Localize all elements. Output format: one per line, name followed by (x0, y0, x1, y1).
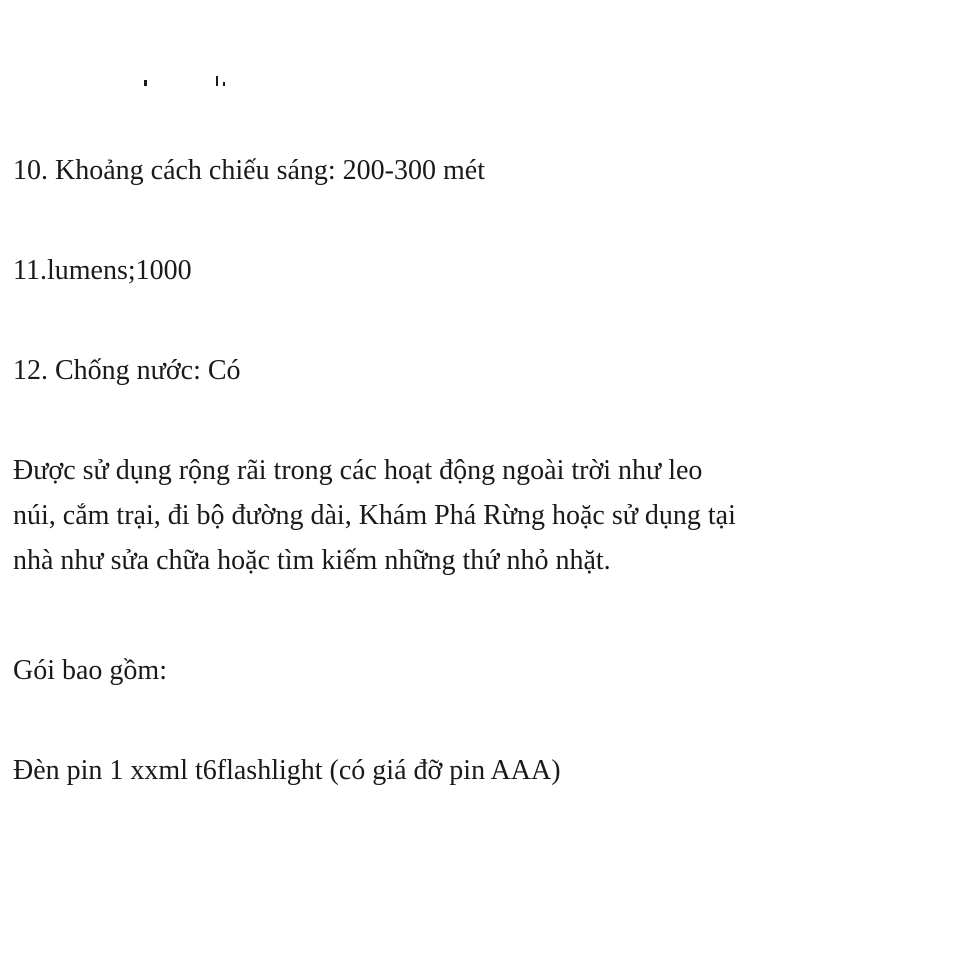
usage-paragraph (13, 448, 893, 583)
usage-line: nhà như sửa chữa hoặc tìm kiếm những thứ nhỏ nhặt. (13, 545, 611, 576)
spec-line-waterproof: 12. Chống nước: Có (13, 355, 241, 386)
package-contents: Đèn pin 1 xxml t6flashlight (có giá đỡ pin AAA) (13, 755, 561, 786)
usage-line: núi, cắm trại, đi bộ đường dài, Khám Phá Rừng hoặc sử dụng tại (13, 500, 736, 531)
clipped-text-fragment (96, 62, 256, 88)
spec-line-lumens: 11.lumens;1000 (13, 255, 192, 286)
package-heading: Gói bao gồm: (13, 655, 167, 686)
usage-line: Được sử dụng rộng rãi trong các hoạt động ngoài trời như leo (13, 455, 703, 486)
spec-line-illumination-distance: 10. Khoảng cách chiếu sáng: 200-300 mét (13, 155, 485, 186)
